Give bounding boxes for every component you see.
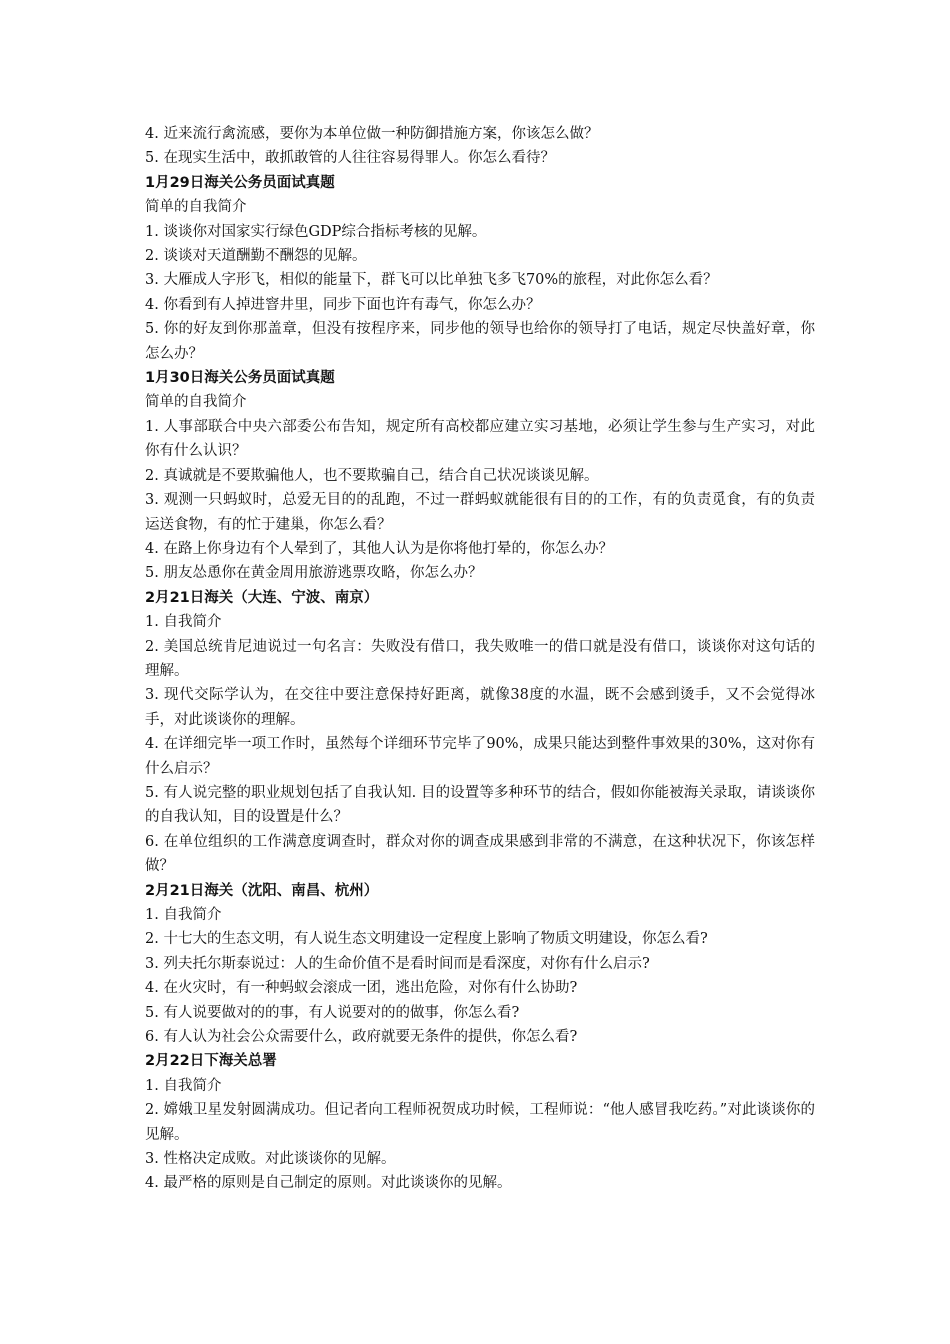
question-item: 4. 在火灾时，有一种蚂蚁会滚成一团，逃出危险，对你有什么协助? (145, 980, 578, 997)
question-item: 1. 自我简介 (145, 907, 222, 923)
question-item: 6. 有人认为社会公众需要什么，政府就要无条件的提供，你怎么看? (145, 1029, 578, 1046)
question-item: 1. 自我简介 (145, 614, 222, 631)
question-item: 4. 你看到有人掉进窨井里，同步下面也许有毒气，你怎么办？ (145, 296, 541, 313)
section-heading: 2月21日海关（沈阳、南昌、杭州） (145, 882, 379, 899)
section-intro: 简单的自我简介 (145, 199, 247, 216)
question-item: 2. 嫦娥卫星发射圆满成功。但记者向工程师祝贺成功时候，工程师说：“他人感冒我吃药。”对此谈谈你的见解。 (145, 1102, 815, 1143)
section-heading: 1月30日海关公务员面试真题 (145, 370, 335, 387)
question-item: 4. 近来流行禽流感，要你为本单位做一种防御措施方案，你该怎么做？ (145, 126, 599, 142)
question-item: 1. 谈谈你对国家实行绿色GDP综合指标考核的见解。 (145, 223, 487, 240)
question-item: 2. 十七大的生态文明，有人说生态文明建设一定程度上影响了物质文明建设，你怎么看? (145, 931, 708, 948)
section-heading: 1月29日海关公务员面试真题 (145, 174, 335, 191)
document-page (145, 122, 815, 1196)
section-intro: 简单的自我简介 (145, 394, 247, 411)
question-item: 1. 自我简介 (145, 1077, 222, 1094)
question-item: 5. 朋友怂恿你在黄金周用旅游逃票攻略，你怎么办？ (145, 565, 483, 582)
question-item: 2. 美国总统肯尼迪说过一句名言：失败没有借口，我失败唯一的借口就是没有借口，谈谈你对这句话的理解。 (145, 638, 815, 679)
question-item: 6. 在单位组织的工作满意度调查时，群众对你的调查成果感到非常的不满意，在这种状况下，你该怎样做？ (145, 833, 815, 875)
question-item: 4. 在详细完毕一项工作时，虽然每个详细环节完毕了90%，成果只能达到整件事效果的30%，这对你有什么启示？ (145, 736, 815, 777)
section-heading: 2月22日下海关总署 (145, 1053, 277, 1070)
question-item: 3. 大雁成人字形飞，相似的能量下，群飞可以比单独飞多飞70%的旅程，对此你怎么看？ (145, 272, 718, 289)
question-item: 5. 你的好友到你那盖章，但没有按程序来，同步他的领导也给你的领导打了电话，规定尽快盖好章，你怎么办？ (145, 321, 815, 362)
question-item: 3. 列夫托尔斯泰说过：人的生命价值不是看时间而是看深度，对你有什么启示? (145, 955, 650, 972)
question-item: 2. 谈谈对天道酬勤不酬怨的见解。 (145, 248, 367, 265)
question-item: 4. 在路上你身边有个人晕到了，其他人认为是你将他打晕的，你怎么办？ (145, 540, 613, 557)
section-heading: 2月21日海关（大连、宁波、南京） (145, 589, 379, 606)
question-item: 4. 最严格的原则是自己制定的原则。对此谈谈你的见解。 (145, 1175, 512, 1192)
question-item: 3. 性格决定成败。对此谈谈你的见解。 (145, 1151, 396, 1168)
question-item: 3. 观测一只蚂蚁时，总爱无目的的乱跑，不过一群蚂蚁就能很有目的的工作，有的负责觅食，有的负责运送食物，有的忙于建巢，你怎么看？ (145, 492, 815, 533)
question-item: 2. 真诚就是不要欺骗他人，也不要欺骗自己，结合自己状况谈谈见解。 (145, 467, 599, 484)
question-item: 1. 人事部联合中央六部委公布告知，规定所有高校都应建立实习基地，必须让学生参与生产实习，对此你有什么认识？ (145, 418, 815, 460)
question-item: 5. 在现实生活中，敢抓敢管的人往往容易得罪人。你怎么看待？ (145, 150, 555, 167)
question-item: 3. 现代交际学认为，在交往中要注意保持好距离，就像38度的水温，既不会感到烫手，又不会觉得冰手，对此谈谈你的理解。 (145, 687, 815, 728)
question-item: 5. 有人说要做对的的事，有人说要对的的做事，你怎么看? (145, 1004, 520, 1021)
question-item: 5. 有人说完整的职业规划包括了自我认知. 目的设置等多种环节的结合，假如你能被海关录取，请谈谈你的自我认知，目的设置是什么？ (145, 784, 815, 826)
